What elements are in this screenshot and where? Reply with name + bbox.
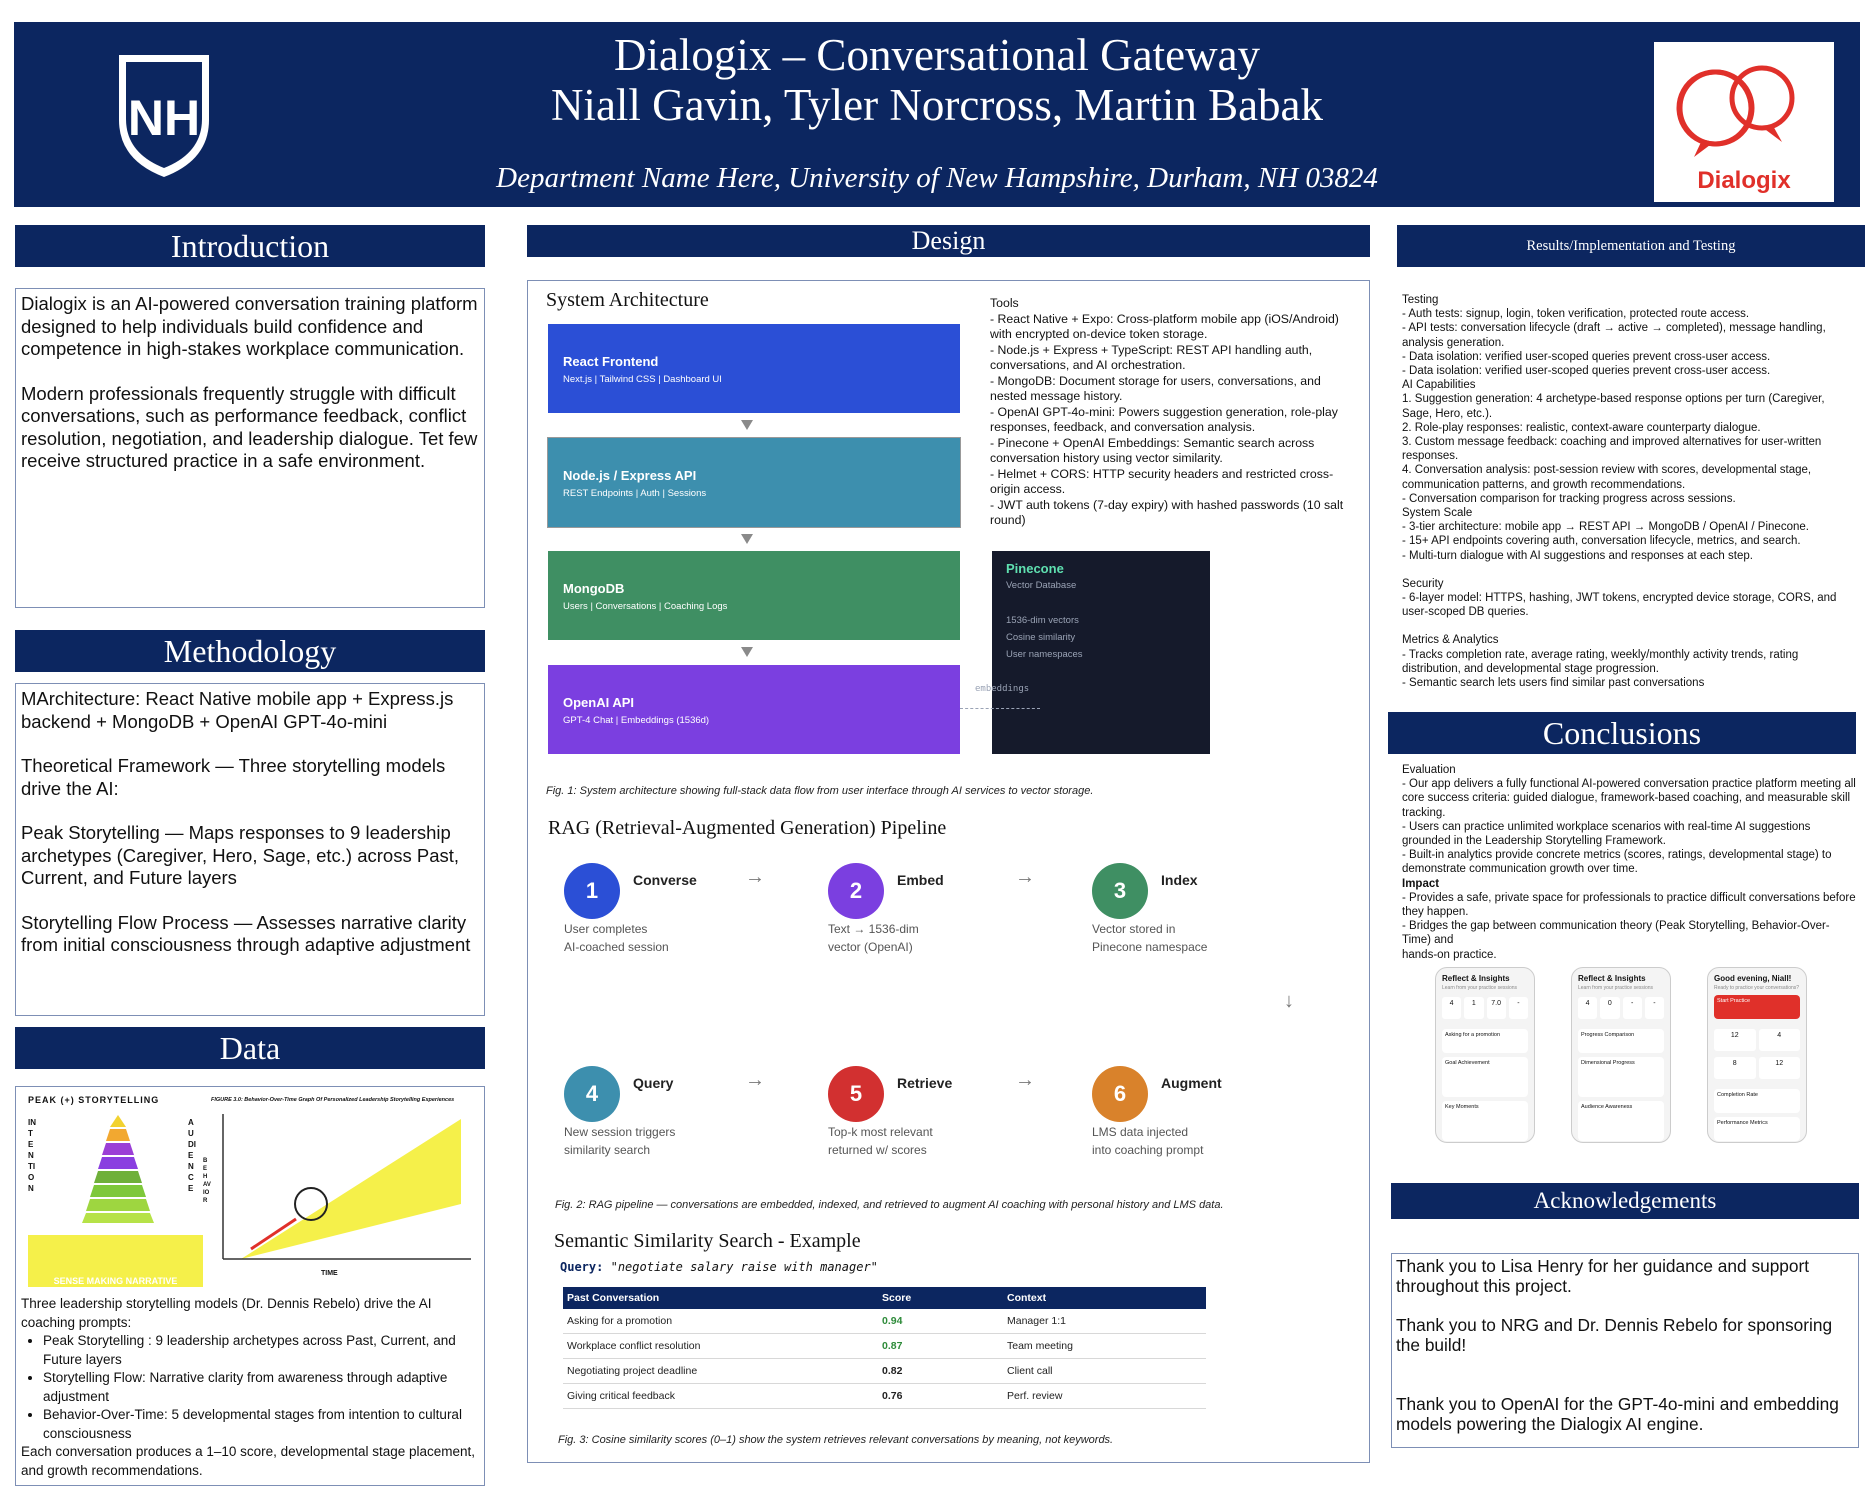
rag-title: RAG (Retrieval-Augmented Generation) Pipeline <box>548 817 947 839</box>
figure-1-caption: Fig. 1: System architecture showing full-stack data flow from user interface through AI services to vector storage. <box>546 785 1094 797</box>
step-number-badge: 1 <box>564 863 620 919</box>
poster-authors: Niall Gavin, Tyler Norcross, Martin Babak <box>550 80 1324 130</box>
step-desc: Text → 1536-dim vector (OpenAI) <box>828 922 919 954</box>
table-header-row: Past Conversation Score Context <box>563 1287 1206 1309</box>
design-heading: Design <box>527 225 1370 257</box>
acknowledgements-heading: Acknowledgements <box>1391 1183 1859 1219</box>
step-title: Converse <box>633 872 697 888</box>
table-row: Negotiating project deadline 0.82 Client call <box>563 1359 1206 1384</box>
step-title: Augment <box>1161 1075 1222 1091</box>
embeddings-label: embeddings <box>975 684 1030 694</box>
conclusions-text: Evaluation - Our app delivers a fully functional AI-powered conversation practice platform meeting all core success criteria: guided dialogue, framework-based coaching, and measurable skill tracking. - Users can practice unlimited workplace scenarios with real-time AI suggestions grounded in the Leadership Storytelling Framework. - Built-in analytics provide concrete metrics (scores, ratings, developmental stage) to demonstrate communication growth over time. Impact - Provides a safe, private space for professionals to practice difficult conversations before they happen. - Bridges the gap between communication theory (Peak Storytelling, Behavior-Over-Time) and hands-on practice. <box>1402 764 1856 961</box>
data-bullet: • Peak Storytelling : 9 leadership archetypes across Past, Current, and Future layers <box>43 1332 481 1369</box>
data-heading: Data <box>15 1027 485 1069</box>
step-title: Index <box>1161 872 1198 888</box>
pyramid-graphic <box>78 1115 158 1225</box>
methodology-box <box>15 683 485 1016</box>
tool-item: - OpenAI GPT-4o-mini: Powers suggestion generation, role-play responses, feedback, and conversation analysis. <box>990 404 1338 434</box>
behavior-over-time-figure: FIGURE 3.0: Behavior-Over-Time Graph Of Personalized Leadership Storytelling Experiences BEHAVIOR TIME <box>211 1097 476 1282</box>
table-row: Asking for a promotion 0.94 Manager 1:1 <box>563 1309 1206 1334</box>
tool-item: - JWT auth tokens (7-day expiry) with hashed passwords (10 salt round) <box>990 497 1344 527</box>
right-arrow-icon: → <box>745 866 765 888</box>
step-desc: Top-k most relevant returned w/ scores <box>828 1125 933 1157</box>
speech-bubbles-icon <box>1654 42 1834 162</box>
methodology-heading: Methodology <box>15 630 485 672</box>
data-text: Three leadership storytelling models (Dr. Dennis Rebelo) drive the AI coaching prompts: • Peak Storytelling : 9 leadership archetypes across Past, Current, and Future layers • Storytelling Flow: Narrative clarity from awareness through adaptive adjustment • Behavior-Over-Time: 5 developmental stages from intention to cultural consciousness Each conversation produces a 1–10 score, developmental stage placement, and growth recommendations. <box>21 1295 481 1480</box>
down-arrow-icon <box>741 534 753 544</box>
step-title: Embed <box>897 872 944 888</box>
right-arrow-icon: → <box>745 1069 765 1091</box>
right-arrow-icon: → <box>1015 1069 1035 1091</box>
tool-item: - Helmet + CORS: HTTP security headers and restricted cross-origin access. <box>990 466 1334 496</box>
down-arrow-icon <box>741 420 753 430</box>
introduction-paragraph: Dialogix is an AI-powered conversation training platform designed to help individuals build confidence and competence in high-stakes workplace communication. <box>21 293 478 359</box>
table-row: Giving critical feedback 0.76 Perf. review <box>563 1384 1206 1409</box>
acknowledgement-paragraph: Thank you to OpenAI for the GPT-4o-mini and embedding models powering the Dialogix AI engine. <box>1396 1394 1839 1434</box>
data-bullet: • Storytelling Flow: Narrative clarity from awareness through adaptive adjustment <box>43 1369 481 1406</box>
table-row: Workplace conflict resolution 0.87 Team meeting <box>563 1334 1206 1359</box>
step-title: Query <box>633 1075 674 1091</box>
behavior-chart-graphic <box>211 1109 476 1269</box>
conclusions-heading: Conclusions <box>1388 712 1856 754</box>
data-box <box>15 1086 485 1486</box>
results-heading: Results/Implementation and Testing <box>1397 225 1865 267</box>
methodology-paragraph: Peak Storytelling — Maps responses to 9 leadership archetypes (Caregiver, Hero, Sage, etc.) across Past, Current, and Future layers <box>21 822 460 888</box>
step-number-badge: 5 <box>828 1066 884 1122</box>
peak-storytelling-figure: PEAK (+) STORYTELLING INTENTION AUDIENCE SENSE MAKING NARRATIVE <box>28 1095 203 1285</box>
app-screenshot-reflect: Reflect & Insights Learn from your practice sessions 4 1 7.0 - Asking for a promotion Goal Achievement Key Moments <box>1435 967 1535 1143</box>
arch-title: System Architecture <box>546 289 709 311</box>
app-screenshot-home: Good evening, Niall! Ready to practice your conversations? Start Practice 12 4 8 12 Completion Rate Performance Metrics <box>1707 967 1807 1143</box>
poster-header <box>14 22 1860 207</box>
down-arrow-icon: ↓ <box>1284 990 1294 1012</box>
step-number-badge: 3 <box>1092 863 1148 919</box>
acknowledgements-box <box>1391 1253 1859 1448</box>
pinecone-block: Pinecone Vector Database 1536-dim vectors Cosine similarity User namespaces <box>992 551 1210 754</box>
similarity-table <box>563 1287 1206 1409</box>
query-line: Query: "negotiate salary raise with manager" <box>560 1260 878 1274</box>
down-arrow-icon <box>741 647 753 657</box>
arch-block-frontend: React Frontend Next.js | Tailwind CSS | Dashboard UI <box>548 324 960 413</box>
right-arrow-icon: → <box>1015 866 1035 888</box>
introduction-paragraph: Modern professionals frequently struggle with difficult conversations, such as performance feedback, conflict resolution, negotiation, and leadership dialogue. Tet few receive structured practice in a safe environment. <box>21 382 478 471</box>
methodology-paragraph: Theoretical Framework — Three storytelling models drive the AI: <box>21 755 446 799</box>
tools-list: Tools - React Native + Expo: Cross-platform mobile app (iOS/Android) with encrypted on-device token storage. - Node.js + Express + TypeScript: REST API handling auth, conversations, and AI orchestration. - MongoDB: Document storage for users, conversations, and nested message history. - OpenAI GPT-4o-mini: Powers suggestion generation, role-play responses, feedback, and conversation analysis. - Pinecone + OpenAI Embeddings: Semantic search across conversation history using vector similarity. - Helmet + CORS: HTTP security headers and restricted cross-origin access. - JWT auth tokens (7-day expiry) with hashed passwords (10 salt round) <box>990 296 1344 527</box>
tool-item: - Node.js + Express + TypeScript: REST API handling auth, conversations, and AI orchestration. <box>990 342 1313 372</box>
tool-item: - Pinecone + OpenAI Embeddings: Semantic search across conversation history using vector similarity. <box>990 435 1315 465</box>
acknowledgement-paragraph: Thank you to NRG and Dr. Dennis Rebelo for sponsoring the build! <box>1396 1315 1833 1355</box>
figure-2-caption: Fig. 2: RAG pipeline — conversations are embedded, indexed, and retrieved to augment AI coaching with personal history and LMS data. <box>555 1199 1224 1211</box>
step-title: Retrieve <box>897 1075 953 1091</box>
step-desc: New session triggers similarity search <box>564 1125 676 1157</box>
methodology-paragraph: Storytelling Flow Process — Assesses narrative clarity from initial consciousness through adaptive adjustment <box>21 911 471 955</box>
app-screenshot-progress: Reflect & Insights Learn from your practice sessions 4 0 - - Progress Comparison Dimensional Progress Audience Awareness <box>1571 967 1671 1143</box>
step-desc: LMS data injected into coaching prompt <box>1092 1125 1204 1157</box>
step-number-badge: 6 <box>1092 1066 1148 1122</box>
arch-block-openai: OpenAI API GPT-4 Chat | Embeddings (1536d) <box>548 665 960 754</box>
tool-item: - MongoDB: Document storage for users, conversations, and nested message history. <box>990 373 1321 403</box>
introduction-heading: Introduction <box>15 225 485 267</box>
data-bullet: • Behavior-Over-Time: 5 developmental stages from intention to cultural consciousness <box>43 1406 481 1443</box>
methodology-paragraph: MArchitecture: React Native mobile app + Express.js backend + MongoDB + OpenAI GPT-4o-mini <box>21 688 454 732</box>
poster-title: Dialogix – Conversational Gateway <box>613 30 1261 80</box>
arch-block-mongodb: MongoDB Users | Conversations | Coaching Logs <box>548 551 960 640</box>
results-text: Testing - Auth tests: signup, login, token verification, protected route access. - API tests: conversation lifecycle (draft → active → completed), message handling, analysis generation. - Data isolation: verified user-scoped queries prevent cross-user access. - Data isolation: verified user-scoped queries prevent cross-user access. AI Capabilities 1. Suggestion generation: 4 archetype-based response options per turn (Caregiver, Sage, Hero, etc.). 2. Role-play responses: realistic, context-aware counterparty dialogue. 3. Custom message feedback: coaching and improved alternatives for user-written responses. 4. Conversation analysis: post-session review with scores, developmental stage, communication patterns, and growth recommendations. - Conversation comparison for tracking progress across sessions. System Scale - 3-tier architecture: mobile app → REST API → MongoDB / OpenAI / Pinecone. - 15+ API endpoints covering auth, conversation lifecycle, metrics, and search. - Multi-turn dialogue with AI suggestions and responses at each step. Security - 6-layer model: HTTPS, hashing, JWT tokens, encrypted device storage, CORS, and user-scoped DB queries. Metrics & Analytics - Tracks completion rate, average rating, weekly/monthly activity trends, rating distribution, and developmental stage progression. - Semantic search lets users find similar past conversations <box>1402 294 1837 690</box>
introduction-box <box>15 288 485 608</box>
svg-text:NH: NH <box>127 90 201 146</box>
figure-3-caption: Fig. 3: Cosine similarity scores (0–1) show the system retrieves relevant conversations by meaning, not keywords. <box>558 1434 1114 1446</box>
embeddings-connector <box>960 708 1040 709</box>
dialogix-logo: Dialogix <box>1654 42 1834 202</box>
semantic-search-title: Semantic Similarity Search - Example <box>554 1230 861 1252</box>
poster-affiliation: Department Name Here, University of New Hampshire, Durham, NH 03824 <box>496 162 1378 194</box>
acknowledgement-paragraph: Thank you to Lisa Henry for her guidance and support throughout this project. <box>1396 1256 1810 1296</box>
tool-item: - React Native + Expo: Cross-platform mobile app (iOS/Android) with encrypted on-device token storage. <box>990 311 1339 341</box>
step-number-badge: 4 <box>564 1066 620 1122</box>
step-desc: User completes AI-coached session <box>564 922 669 954</box>
step-desc: Vector stored in Pinecone namespace <box>1092 922 1208 954</box>
arch-block-api: Node.js / Express API REST Endpoints | Auth | Sessions <box>548 438 960 527</box>
step-number-badge: 2 <box>828 863 884 919</box>
